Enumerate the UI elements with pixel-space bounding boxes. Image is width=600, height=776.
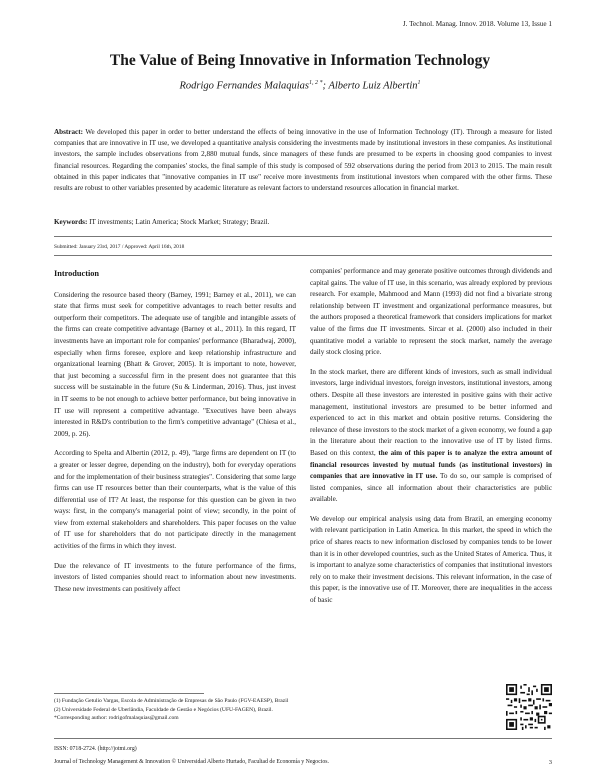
abstract [54,127,552,194]
keywords-text: IT investments; Latin America; Stock Market; Strategy; Brazil. [89,218,270,226]
author-separator: ; [322,80,329,92]
footnote-2: (2) Universidade Federal de Uberlândia, Faculdade de Gestão e Negócios (UFU-FAGEN), Brazil. [54,706,273,713]
right-paragraph-2-end: To do so, our sample is comprised of listed companies, since all information about their characteristics are public available. [310,472,552,504]
intro-paragraph-3: Due the relevance of IT investments to the future performance of the firms, investors of listed companies should react to information about new investments. These new investments can positively affect [54,561,296,593]
qr-code-icon [506,684,552,730]
page-number: 3 [548,759,552,766]
authors [0,80,600,92]
submission-dates: Submitted: January 23rd, 2017 / Approved: April 16th, 2018 [54,244,185,250]
footer-divider [54,738,552,739]
footnotes [54,697,434,723]
author-1: Rodrigo Fernandes Malaquias [179,80,309,92]
right-paragraph-2-start: In the stock market, there are different kinds of investors, such as small individual investors, large individual investors, foreign investors, institutional investors, among others. Despite all these investors are interested in positive gains with their active management, institutional investors are presumed to be better informed and experienced to act in this market and obtain positive returns. Considering the relevance of these investors to the stock market of a given economy, we found a gap in the literature about their reaction to the innovative use of IT by listed firms. Based on this context, [310,367,552,457]
footnote-3: *Corresponding author: rodrigofmalaquias@gmail.com [54,715,179,722]
footnote-divider [54,693,204,694]
divider-top [54,236,552,237]
journal-footer: Journal of Technology Management & Innovation © Universidad Alberto Hurtado, Facultad de Economía y Negocios. [54,759,329,765]
author-2: Alberto Luiz Albertin [328,80,418,92]
left-column [54,268,296,603]
keywords-label: Keywords: [54,218,88,226]
author-1-affiliation: 1, 2 * [309,80,323,86]
keywords [54,218,552,226]
right-paragraph-3: We develop our empirical analysis using data from Brazil, an emerging economy with relevant participation in Latin America. In this market, the speed in which the price of shares reacts to new information disclosed by companies tends to be lower than it is in other developed countries, such as the United States of America. Thus, it is important to analyze some characteristics of companies that institutional investors rely on to make their investment decisions. This relevant information, in the case of this paper, is the innovative use of IT. Moreover, there are inequalities in the access of basic [310,514,552,605]
right-paragraph-1: companies' performance and may generate positive outcomes through dividends and capital gains. The value of IT use, in this scenario, was already explored by previous research. For example, Mahmood and Mann (1993) did not find a bivariate strong relationship between IT investment and organizational performance measures, but the authors proposed a theoretical framework that considers implications for market value of the firms due IT investments. Sircar et al. (2000) also included in their quantitative model a variable to represent the stock market, namely the average daily stock closing price. [310,267,552,357]
right-paragraph-2 [310,367,552,506]
introduction-heading: Introduction [54,269,100,278]
intro-paragraph-2: According to Spelta and Albertin (2012, p. 49), "large firms are dependent on IT (to a greater or lesser degree, depending on the industry), both for everyday operations and for the implementation of their business strategies". Considering that some large firms can use IT resources better than their counterparts, what is the value of this differential use of IT? At least, the response for this question can be given in two ways: first, in the company's managerial point of view; secondly, in the point of view from external stakeholders and shareholders. This paper focuses on the value of IT use for shareholders that do not participate directly in the management activities of the firms in which they invest. [54,449,296,551]
author-2-affiliation: 1 [417,80,421,86]
footnote-1: (1) Fundação Getulio Vargas, Escola de Administração de Empresas de São Paulo (FGV-EAESP), Brazil [54,698,289,704]
aim-statement: the aim of this paper is to analyze the extra amount of financial resources invested by mutual funds (as institutional investors) in companies that are innovative in IT use. [310,448,552,481]
right-column [310,266,552,615]
abstract-label: Abstract: [54,128,83,136]
issn: ISSN: 0718-2724. (http://jotmi.org) [54,746,137,752]
abstract-text: We developed this paper in order to better understand the effects of being innovative in the use of Information Technology (IT). Through a measure for listed companies that are innovative in IT use, we developed a quantitative analysis considering the investments made by institutional investors in these companies. As institutional investors, the sample includes observations from 2,880 mutual funds, since managers of these funds are presumed to be experts in choosing good companies to invest financial resources. Regarding the companies' stocks, the final sample of this study is composed of 592 observations during the period from 2013 to 2015. The main result obtained in this paper indicates that "innovative companies in IT use" receive more investments from institutional investors when compared with the other firms. These results are robust to other variables presented by academic literature as relevant factors to understand resources allocation in financial market. [54,128,553,193]
intro-paragraph-1: Considering the resource based theory (Barney, 1991; Barney et al., 2011), we can state that firms must seek for competitive advantages to reach better results and outperform their competitors. The adequate use of tangible and intangible assets of the firms can create competitive advantage (Barney et al., 2011). In this regard, IT investments have an important role for companies' performance (Bharadwaj, 2000), especially when firms foresee, explore and keep relationship infrastructure and organizational learning (Bhatt & Grover, 2005). It is important to note, however, that just becoming a successful firm in the present does not guarantee that this success will be sustainable in the future (Su & Linderman, 2016). Thus, just invest in IT seems to be not enough to achieve better performance, but being innovative in IT use will represent a competitive advantage. "Executives have been always interested in R&D's contribution to the firm's competitive advantage" (Chiesa et al., 2009, p. 26). [54,290,296,438]
running-header: J. Technol. Manag. Innov. 2018. Volume 13, Issue 1 [402,20,552,28]
paper-title: The Value of Being Innovative in Information Technology [109,52,491,69]
divider-columns [54,255,552,256]
